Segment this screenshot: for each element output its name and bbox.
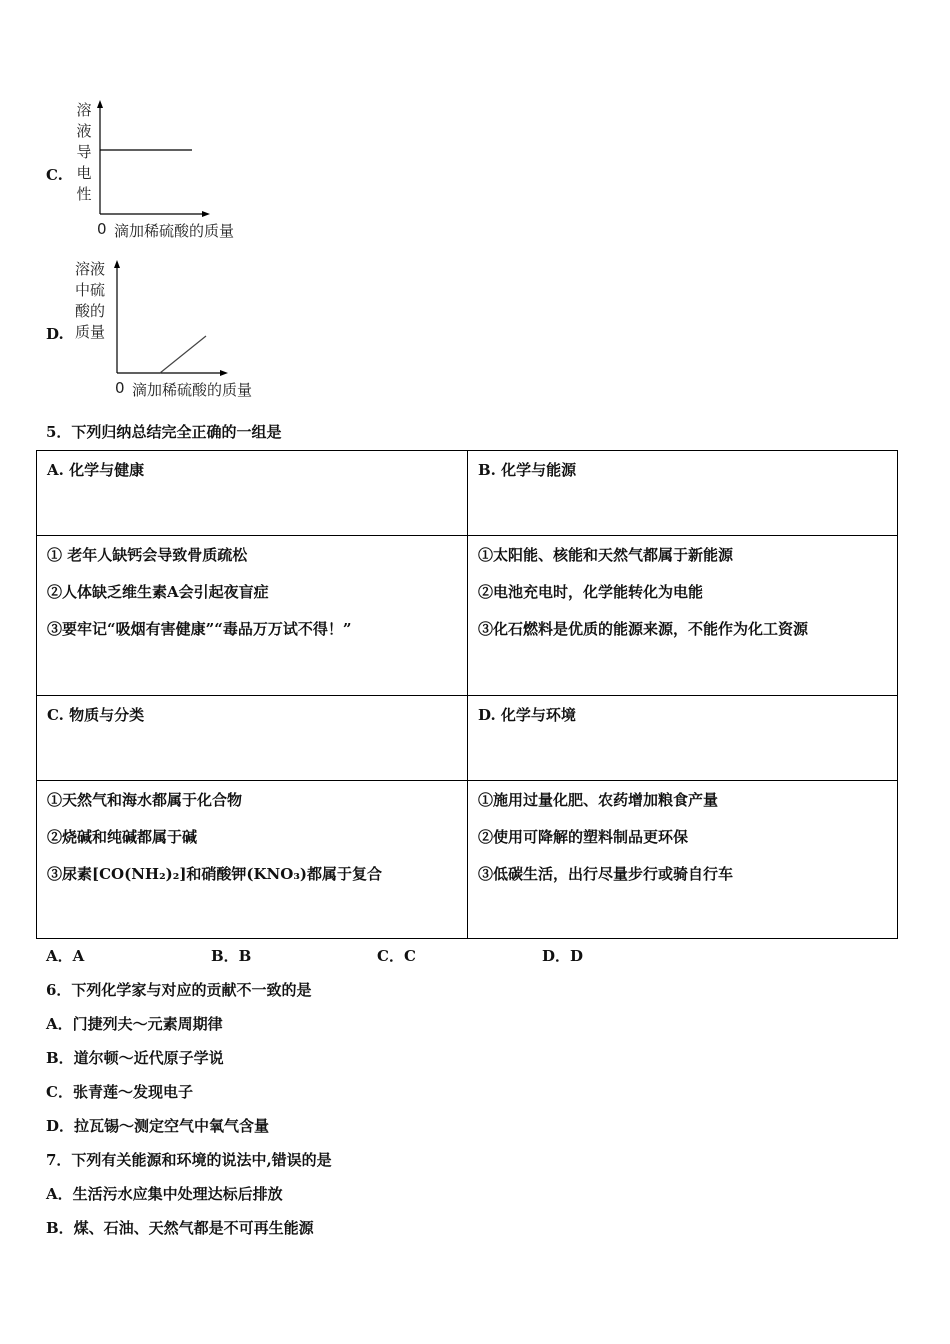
q5-d-item: ②使用可降解的塑料制品更环保 [478,828,689,846]
q5-d-item: ①施用过量化肥、农药增加粮食产量 [478,791,719,809]
q6-option-a[interactable]: A．门捷列夫～元素周期律 [46,1015,223,1033]
option-d-label: D. [46,325,64,343]
q5-option-b[interactable]: B．B [211,947,252,965]
q5-b-item: ②电池充电时，化学能转化为电能 [478,583,704,601]
graph-d-acid-mass-line [160,336,206,373]
q5-option-a[interactable]: A．A [46,947,85,965]
q5-b-item: ①太阳能、核能和天然气都属于新能源 [478,546,734,564]
q5-a-title-cell [37,451,468,536]
q5-b-item: ③化石燃料是优质的能源来源，不能作为化工资源 [478,620,809,638]
q5-d-items-cell [468,781,898,939]
graph-c-axes [92,100,222,220]
q5-c-item: ②烧碱和纯碱都属于碱 [47,828,198,846]
graph-d-axes [110,260,240,378]
q5-a-title: A. 化学与健康 [47,461,145,479]
graph-c-x-axis-label: 滴加稀硫酸的质量 [114,222,235,240]
q5-d-title-cell [468,696,898,781]
q5-b-title-cell [468,451,898,536]
q5-a-item: ① 老年人缺钙会导致骨质疏松 [47,546,248,564]
q5-table [36,450,898,939]
q6-option-c[interactable]: C．张青莲～发现电子 [46,1083,193,1101]
graph-d-y-axis-label: 溶液 中硫 酸的 质量 [75,260,106,341]
q5-a-item: ③要牢记“吸烟有害健康”“毒品万万试不得！” [47,620,352,638]
q5-c-item: ③尿素[CO(NH₂)₂]和硝酸钾(KNO₃)都属于复合 [47,865,382,883]
q6-option-d[interactable]: D．拉瓦锡～测定空气中氧气含量 [46,1117,270,1135]
q5-c-title-cell [37,696,468,781]
q5-d-title: D. 化学与环境 [478,706,576,724]
q5-a-items-cell [37,536,468,696]
option-c-label: C. [46,166,63,184]
q7-option-b[interactable]: B．煤、石油、天然气都是不可再生能源 [46,1219,314,1237]
graph-c-y-axis-label: 溶 液 导 电 性 [76,101,92,203]
q5-c-items-cell [37,781,468,939]
q5-stem: 5．下列归纳总结完全正确的一组是 [46,423,282,441]
q5-option-d[interactable]: D．D [542,947,584,965]
graph-d-origin: 0 [115,379,125,397]
graph-d-x-axis-label: 滴加稀硫酸的质量 [132,381,253,399]
q5-c-item: ①天然气和海水都属于化合物 [47,791,243,809]
q5-d-item: ③低碳生活，出行尽量步行或骑自行车 [478,865,734,883]
q5-b-title: B. 化学与能源 [478,461,577,479]
q7-option-a[interactable]: A．生活污水应集中处理达标后排放 [46,1185,283,1203]
q5-option-c[interactable]: C．C [377,947,416,965]
q6-option-b[interactable]: B．道尔顿～近代原子学说 [46,1049,224,1067]
q5-c-title: C. 物质与分类 [47,706,145,724]
q6-stem: 6．下列化学家与对应的贡献不一致的是 [46,981,312,999]
q5-a-item: ②人体缺乏维生素A会引起夜盲症 [47,583,269,601]
q7-stem: 7．下列有关能源和环境的说法中,错误的是 [46,1151,332,1169]
q5-b-items-cell [468,536,898,696]
graph-c-origin: 0 [97,220,107,238]
